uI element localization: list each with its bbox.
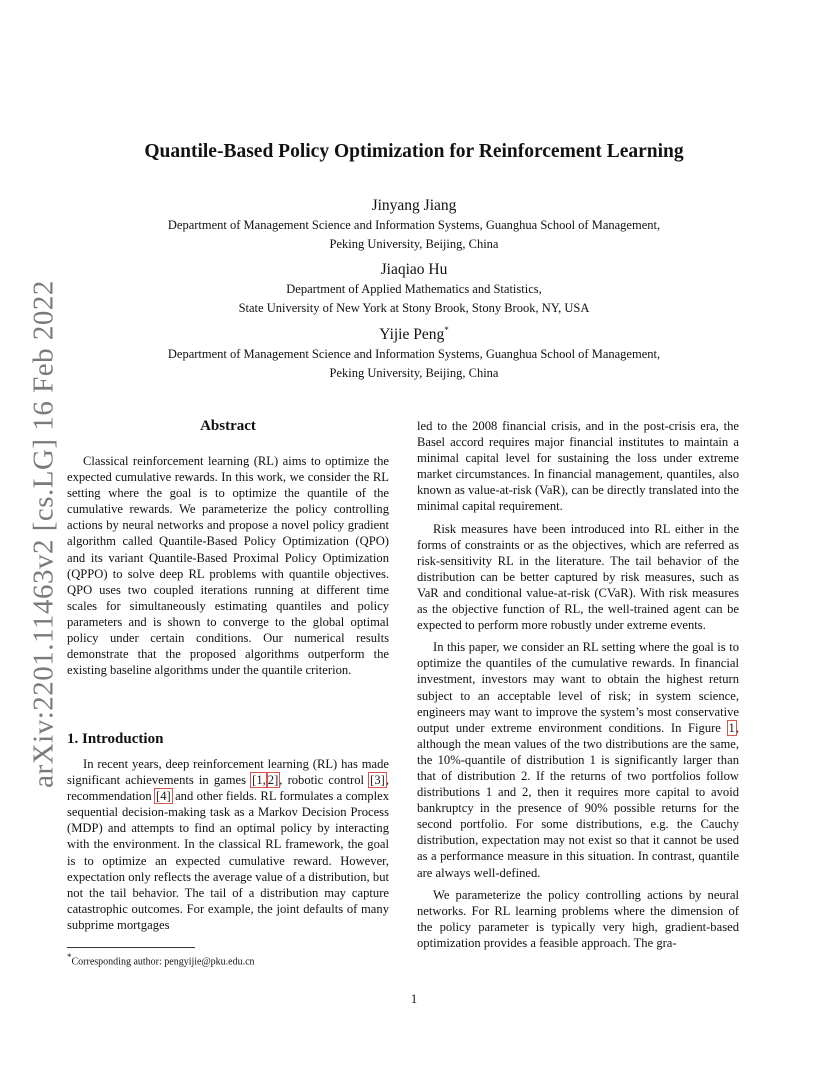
footnote-mark: * (67, 952, 72, 962)
author-affiliation-3: Department of Management Science and Information Systems, Guanghua School of Management, Peking University, Beijing, China (167, 347, 661, 380)
abstract-heading: Abstract (200, 418, 256, 434)
introduction-paragraph-1: In recent years, deep reinforcement learning (RL) has made significant achievements in games [1, 2], robotic control [3], recommendation [4] and other fields. RL formulates a complex sequential decision-making task as a Markov Decision Process (MDP) and attempts to find an optimal policy by interacting with the environment. In the classical RL framework, the goal is to optimize an expected cumulative reward. However, expectation only reflects the average value of a distribution, but not the tail behavior. The tail of a distribution may capture catastrophic outcomes. For example, the joint defaults of many subprime mortgages (67, 757, 389, 932)
introduction-body (67, 756, 389, 939)
footnote (67, 952, 255, 967)
citation-link-1[interactable]: [1, (252, 773, 266, 788)
figure-reference-link[interactable]: 1 (728, 720, 735, 735)
footnote-text: Corresponding author: pengyijie@pku.edu.cn (71, 956, 255, 968)
introduction-heading: 1. Introduction (67, 731, 164, 747)
author-name-2: Jiaqiao Hu (380, 261, 448, 279)
math-10-percent: 10% (437, 752, 461, 767)
corresponding-author-mark: * (444, 325, 449, 335)
right-column-text (417, 418, 739, 957)
right-paragraph-1: led to the 2008 financial crisis, and in the post-crisis era, the Basel accord requires major financial institutes to maintain a minimal capital level for sustaining the loss under extreme market circumstances. In financial management, quantiles, also known as value-at-risk (VaR), can be directly translated into the minimal capital requirement. (417, 419, 739, 514)
math-90-percent: 90% (584, 801, 608, 816)
right-paragraph-2: Risk measures have been introduced into RL either in the forms of constraints or as the objectives, which are referred as risk-sensitivity RL in the literature. The tail behavior of the distribution can be better captured by risk measures, such as VaR and conditional value-at-risk (CVaR). With risk measures as the objective function of RL, the well-trained agent can be expected to perform more robustly under extreme events. (417, 521, 739, 633)
author-name-3: Yijie Peng* (379, 325, 449, 344)
abstract-body (67, 453, 389, 684)
paper-title: Quantile-Based Policy Optimization for Reinforcement Learning (144, 141, 684, 162)
author-affiliation-2: Department of Applied Mathematics and Statistics, State University of New York at Stony Brook, Stony Brook, NY, USA (238, 282, 590, 315)
abstract-text: Classical reinforcement learning (RL) aims to optimize the expected cumulative rewards. In this work, we consider the RL setting where the goal is to optimize the quantile of the cumulative rewards. We parameterize the policy controlling actions by neural networks and propose a novel policy gradient algorithm called Quantile-Based Policy Optimization (QPO) and its variant Quantile-Based Proximal Policy Optimization (QPPO) to solve deep RL problems with quantile objectives. QPO uses two coupled iterations running at different time scales for simultaneously estimating quantiles and policy parameters and is shown to converge to the global optimal policy under certain conditions. Our numerical results demonstrate that the proposed algorithms outperform the existing baseline algorithms under the quantile criterion. (67, 454, 389, 678)
right-paragraph-4: We parameterize the policy controlling actions by neural networks. For RL learning problems where the dimension of the policy parameter is typically very high, gradient-based optimization provides a feasible approach. The gra- (417, 887, 739, 950)
author-affiliation-1: Department of Management Science and Information Systems, Guanghua School of Management, Peking University, Beijing, China (167, 218, 661, 251)
citation-link-4[interactable]: [4] (156, 789, 171, 804)
author-name-1: Jinyang Jiang (371, 197, 457, 215)
right-paragraph-3: In this paper, we consider an RL setting where the goal is to optimize the quantiles of the cumulative rewards. In financial investment, investors may want to obtain the highest return subject to an acceptable level of risk; in system science, engineers may want to improve the system’s most conservative output under extreme environment conditions. In Figure 1, although the mean values of the two distributions are the same, the 10%-quantile of distribution 1 is significantly larger than that of distribution 2. If the returns of two portfolios follow distributions 1 and 2, then it requires more capital to avoid bankruptcy in the presence of 90% possible returns for the second portfolio. For some distributions, e.g. the Cauchy distribution, expectation may not exist so that it cannot be used as a performance measure in this situation. In contrast, quantile are always well-defined. (417, 640, 739, 880)
citation-link-2[interactable]: 2] (267, 773, 279, 788)
citation-link-3[interactable]: [3] (370, 773, 385, 788)
page-number: 1 (410, 992, 418, 1006)
arxiv-identifier-stamp: arXiv:2201.11463v2 [cs.LG] 16 Feb 2022 (27, 280, 60, 788)
footnote-divider (67, 947, 195, 948)
